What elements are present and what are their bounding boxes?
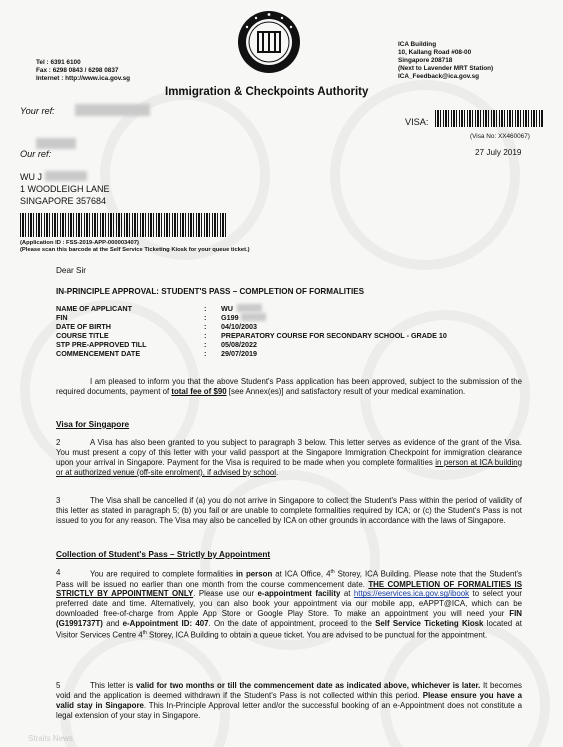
address-email: ICA_Feedback@ica.gov.sg [398,73,480,80]
recipient-address-line-2: SINGAPORE 357684 [20,196,107,206]
detail-label: FIN [56,313,68,322]
detail-label: COMMENCEMENT DATE [56,349,141,358]
applicant-name-redacted [237,304,262,312]
tel-text: Tel : 6391 6100 [36,59,81,66]
authority-title: Immigration & Checkpoints Authority [165,86,369,98]
fee-amount: total fee of $90 [171,386,227,396]
detail-colon: : [204,349,207,358]
detail-colon: : [204,331,207,340]
detail-label: COURSE TITLE [56,331,109,340]
paragraph-3-number: 3 [56,496,61,505]
paragraph-5: This letter is valid for two months or till the commencement date as indicated above, whichever is later. It becomes void and the application is deemed withdrawn if the Student's Pass is not collected within this period. Please ensure you have a valid stay in Singapore. This In-Principle Approval letter and/or the successful booking of an e-Appointment does not constitute a legal extension of your stay in Singapore. [56,681,522,720]
internet-text: Internet : http://www.ica.gov.sg [36,75,131,82]
visa-number: (Visa No: XX460067) [470,133,530,140]
eservices-link[interactable]: https://eservices.ica.gov.sg/ibook [353,589,470,599]
our-ref-redacted [36,138,76,149]
letter-date: 27 July 2019 [475,148,522,157]
address-line-2: 10, Kallang Road #08-00 [398,49,472,56]
detail-label: STP PRE-APPROVED TILL [56,340,147,349]
subject-heading: IN-PRINCIPLE APPROVAL: STUDENT'S PASS – COMPLETION OF FORMALITIES [56,287,365,296]
visa-heading: Visa for Singapore [56,419,130,429]
salutation: Dear Sir [56,266,87,275]
paragraph-4-number: 4 [56,568,61,577]
paragraph-4: You are required to complete formalities in person at ICA Office, 4th Storey, ICA Building. Please note that the Student's Pass will be issued no earlier than one month from the course commencement date. THE COMPLETION OF FORMALITIES IS STRICTLY BY APPOINTMENT ONLY. Please use our e-appointment facility at https://eservices.ica.gov.sg/ibook to select your preferred date and time. Alternatively, you can also book your appointment via our mobile app, eAPPT@ICA, which can be downloaded free-of-charge from Apple App Store or Google Play Store. To make an appointment you will need your FIN (G1991737T) and e-Appointment ID: 407. On the date of appointment, proceed to the Self Service Ticketing Kiosk located at Visitor Services Centre 4th Storey, ICA Building to obtain a queue ticket. You are advised to be punctual for the appointment. [56,569,523,640]
detail-colon: : [204,322,207,331]
address-line-1: ICA Building [398,41,437,48]
detail-value: 04/10/2003 [221,322,257,331]
detail-label: NAME OF APPLICANT [56,304,132,313]
collection-heading: Collection of Student's Pass – Strictly by Appointment [56,549,271,559]
recipient-address-line-1: 1 WOODLEIGH LANE [20,184,110,194]
visa-label: VISA: [405,117,429,127]
address-line-4: (Next to Lavender MRT Station) [398,65,494,72]
paragraph-1: I am pleased to inform you that the above Student's Pass application has been approved, subject to the submission of the required documents, payment of total fee of $90 [see Annex(es)] and satisfactory result of your medical examination. [56,377,522,396]
detail-colon: : [204,304,207,313]
paragraph-2-number: 2 [56,438,61,447]
our-ref-label: Our ref: [20,149,52,159]
detail-value: 29/07/2019 [221,349,257,358]
detail-label: DATE OF BIRTH [56,322,111,331]
footer-watermark: Straits News [28,734,73,743]
paragraph-2: A Visa has also been granted to you subject to paragraph 3 below. This letter serves as evidence of the grant of the Visa. You must present a copy of this letter with your valid passport at the Singapore Immigration Checkpoint for immigration clearance upon your arrival in Singapore. Payment for the Visa is required to be made when you complete formalities in person at ICA building or at authorized venue (off-site enrolment), if advised by school. [56,438,522,477]
detail-value: G199 [221,313,239,322]
detail-value: 05/08/2022 [221,340,257,349]
detail-colon: : [204,313,207,322]
detail-colon: : [204,340,207,349]
detail-value: WU [221,304,233,313]
watermark-seal-top-right [330,80,520,270]
your-ref-redacted [75,104,150,116]
fax-text: Fax : 6298 0843 / 6298 0837 [36,67,119,74]
visa-barcode [435,110,543,127]
recipient-name-redacted [45,171,87,181]
barcode-instruction: (Please scan this barcode at the Self Service Ticketing Kiosk for your queue ticket.) [20,247,250,253]
application-id: (Application ID : FSS-2019-APP-000003407) [20,240,139,246]
paragraph-3: The Visa shall be cancelled if (a) you do not arrive in Singapore to collect the Student's Pass within the period of validity of this letter as stated in paragraph 5; (b) you fail or are unable to complete formalities required by ICA; or (c) the Student's Pass is not issued to you for any reason. The Visa may also be cancelled by ICA on other grounds in accordance with the laws of Singapore. [56,496,522,525]
paragraph-5-number: 5 [56,681,61,690]
fin-redacted [241,313,266,321]
application-barcode [20,213,228,237]
detail-value: PREPARATORY COURSE FOR SECONDARY SCHOOL - GRADE 10 [221,331,447,340]
your-ref-label: Your ref: [20,106,55,116]
recipient-name: WU J [20,172,42,182]
address-line-3: Singapore 208718 [398,57,453,64]
ica-emblem-logo [237,10,301,74]
